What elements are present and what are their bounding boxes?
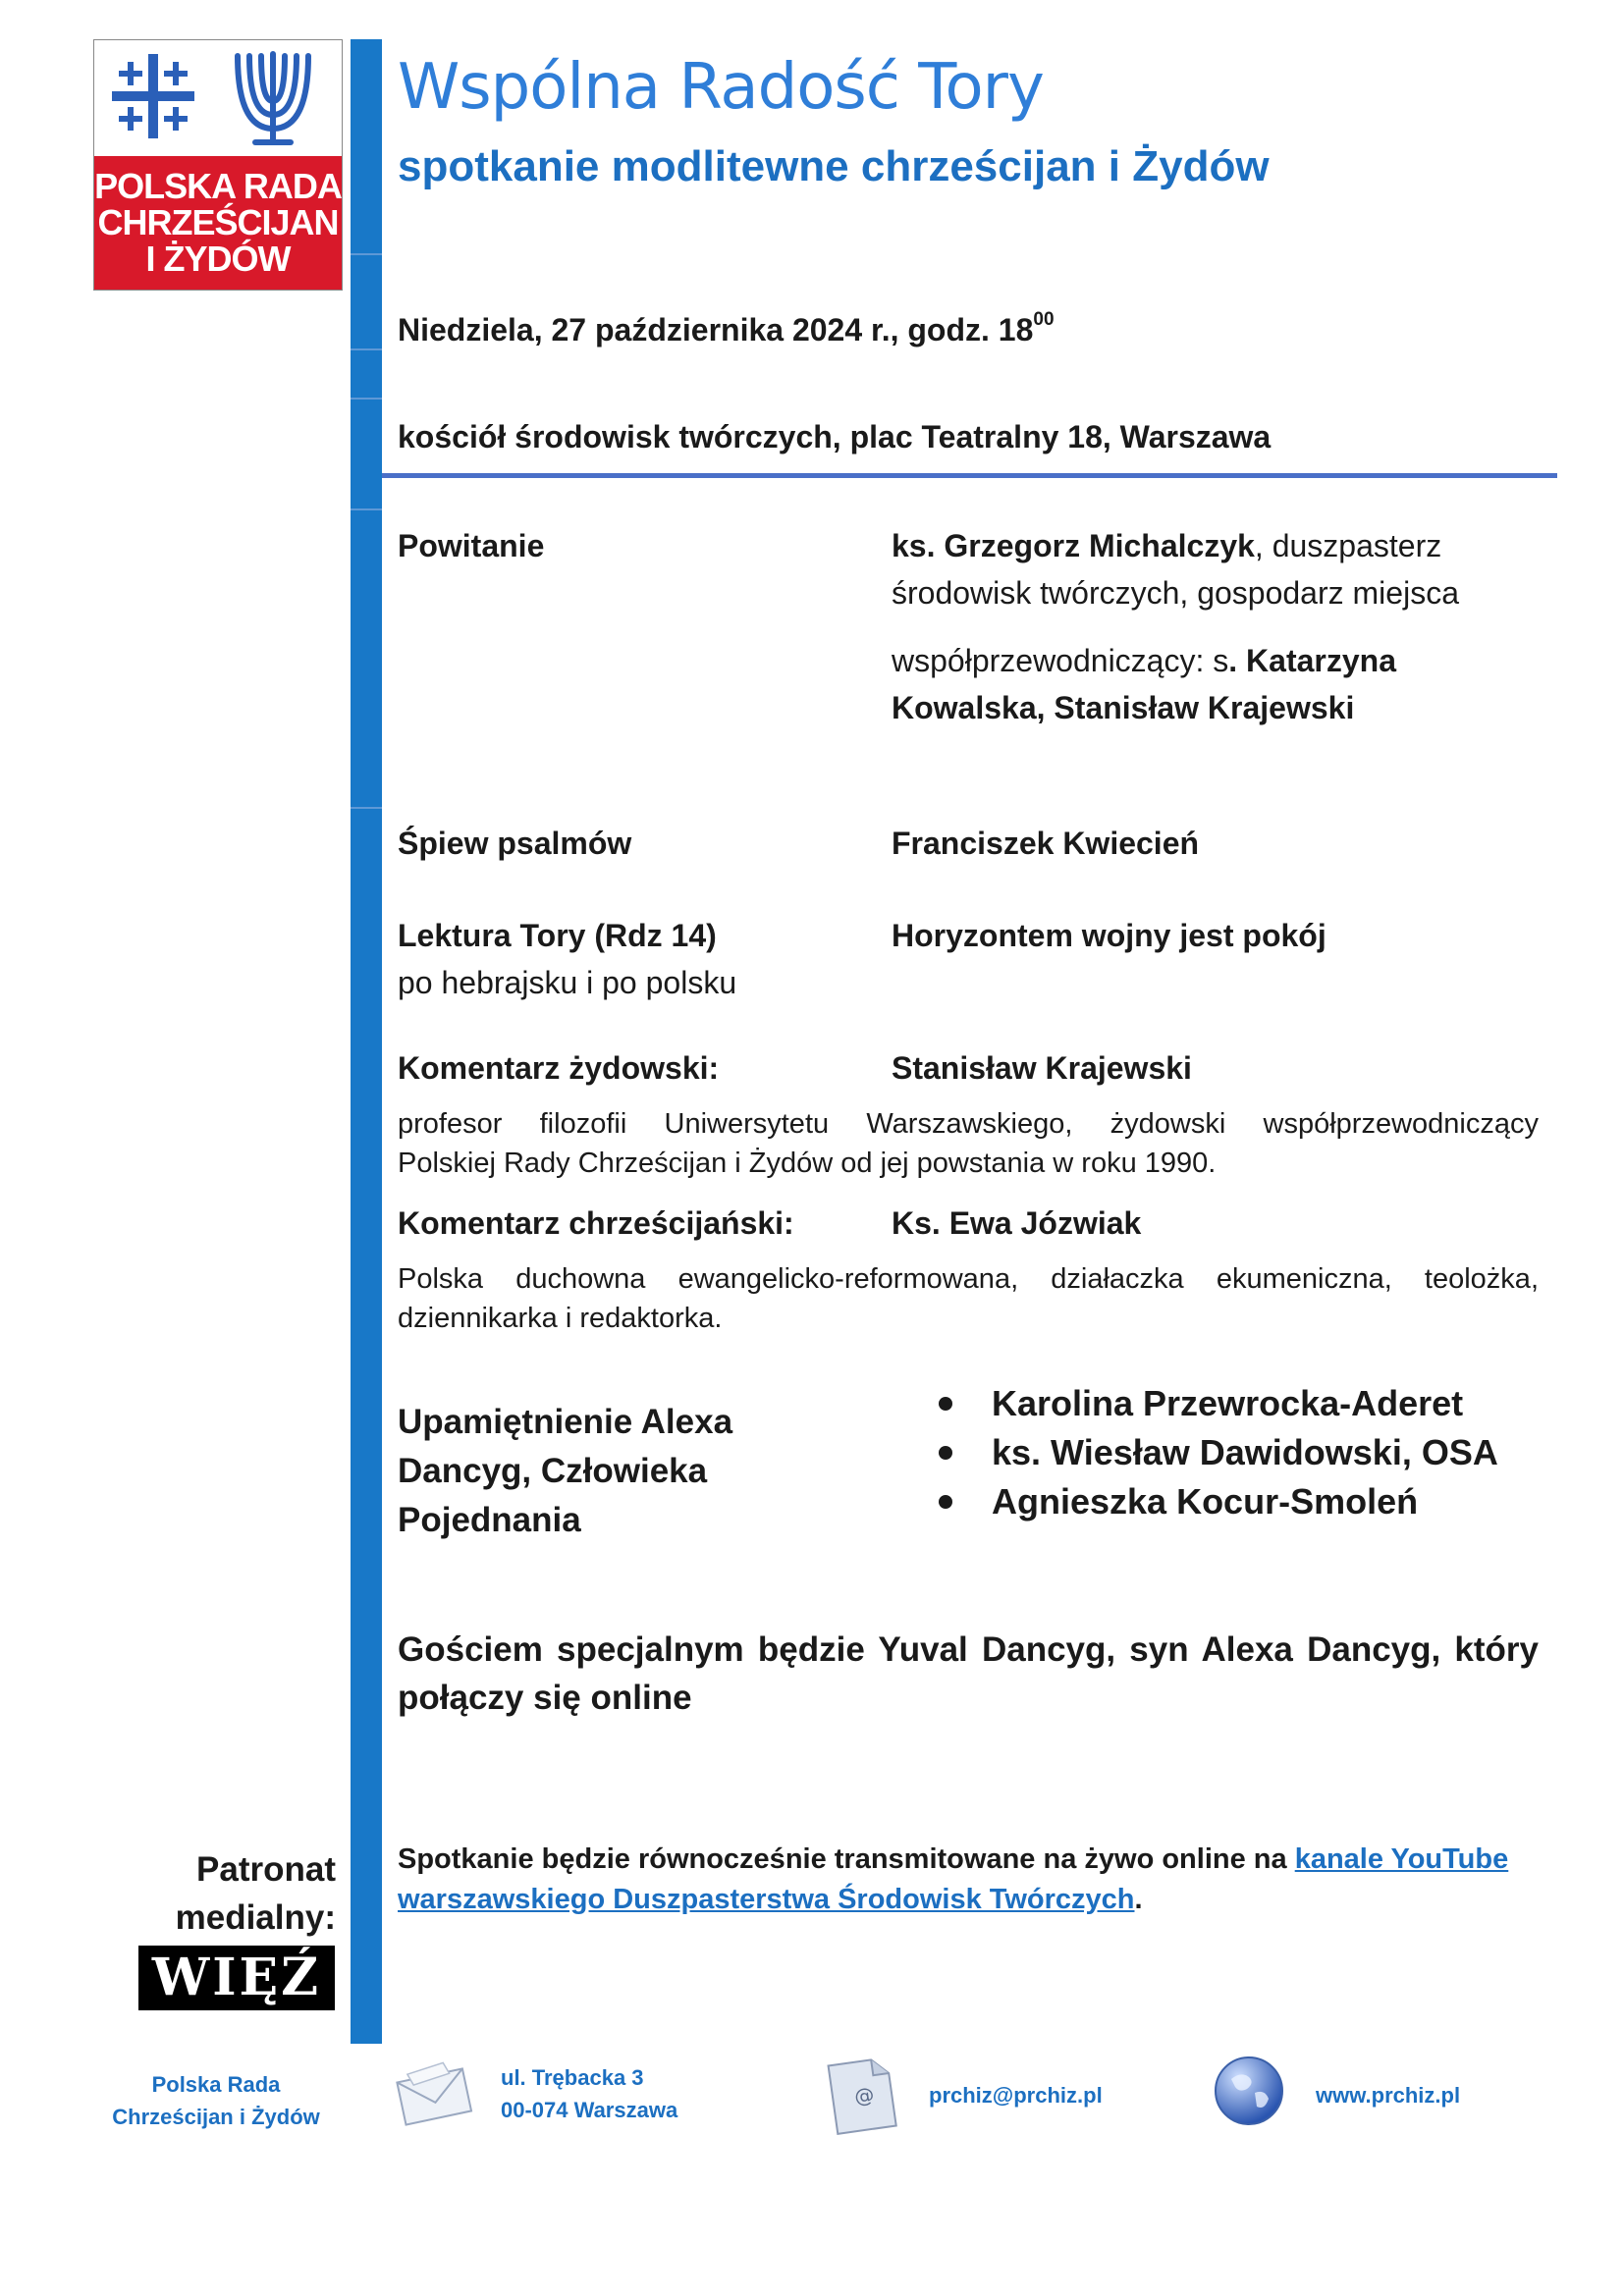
email-document-icon (821, 2054, 903, 2136)
christian-commentary-person: Ks. Ewa Józwiak (892, 1205, 1142, 1241)
wiez-logo: WIĘŹ (138, 1946, 335, 2010)
stream-info: Spotkanie będzie równocześnie transmitowane na żywo online na kanale YouTube warszawskiego Duszpasterstwa Środowisk Twórczych. (398, 1843, 1509, 1915)
globe-icon (1212, 2054, 1286, 2128)
list-item: Agnieszka Kocur-Smoleń (933, 1477, 1498, 1526)
event-place: kościół środowisk twórczych, plac Teatralny 18, Warszawa (398, 419, 1272, 454)
horizontal-rule (382, 473, 1557, 478)
event-date: Niedziela, 27 października 2024 r., godz. $18^{00}$ (398, 309, 1055, 347)
memorial-label: Upamiętnienie Alexa Dancyg, Człowieka Pojednania (398, 1403, 733, 1539)
jewish-commentary-label: Komentarz żydowski: (398, 1050, 720, 1086)
bar-divider (351, 253, 382, 255)
page-title: Wspólna Radość Tory (398, 51, 1044, 124)
welcome-label: Powitanie (398, 528, 545, 563)
cross-and-menorah-icon (94, 40, 342, 156)
footer-website[interactable]: www.prchiz.pl (1316, 2083, 1461, 2108)
vertical-accent-bar (351, 39, 382, 2044)
bar-divider (351, 348, 382, 350)
bar-divider (351, 508, 382, 510)
svg-text:@: @ (852, 2082, 876, 2109)
page-subtitle: spotkanie modlitewne chrześcijan i Żydów (398, 142, 1270, 190)
logo-symbols (94, 40, 342, 156)
bullet-icon (939, 1397, 952, 1411)
bar-divider (351, 807, 382, 809)
welcome-host: ks. Grzegorz Michalczyk, duszpasterz środowisk twórczych, gospodarz miejsca (892, 528, 1459, 611)
bullet-icon (939, 1495, 952, 1509)
list-item: ks. Wiesław Dawidowski, OSA (933, 1428, 1498, 1477)
footer-organization: Polska Rada Chrześcijan i Żydów (112, 2072, 320, 2129)
organization-logo (93, 39, 343, 291)
torah-title: Horyzontem wojny jest pokój (892, 918, 1326, 953)
cochairs: współprzewodniczący: s. Katarzyna Kowalska, Stanisław Krajewski (892, 643, 1396, 725)
footer-email[interactable]: prchiz@prchiz.pl (929, 2083, 1103, 2108)
youtube-channel-link[interactable]: kanale YouTube warszawskiego Duszpasterstwa Środowisk Twórczych (398, 1843, 1509, 1915)
bar-divider (351, 398, 382, 400)
list-item: Karolina Przewrocka-Aderet (933, 1379, 1498, 1428)
psalms-label: Śpiew psalmów (398, 826, 632, 861)
logo-text: POLSKA RADA CHRZEŚCIJAN I ŻYDÓW (94, 156, 342, 290)
media-patronage-label: Patronat medialny: (175, 1850, 336, 1937)
jewish-commentary-bio: profesor filozofii Uniwersytetu Warszawskiego, żydowski współprzewodniczący Polskiej Rady Chrześcijan i Żydów od jej powstania w roku 1990. (398, 1108, 1539, 1179)
special-guest: Gościem specjalnym będzie Yuval Dancyg, syn Alexa Dancyg, który połączy się online (398, 1630, 1539, 1717)
christian-commentary-label: Komentarz chrześcijański: (398, 1205, 794, 1241)
bullet-icon (939, 1446, 952, 1460)
jewish-commentary-person: Stanisław Krajewski (892, 1050, 1192, 1086)
footer-address: ul. Trębacka 3 00-074 Warszawa (501, 2065, 678, 2122)
envelope-icon (393, 2061, 475, 2130)
memorial-people-list (933, 1379, 1498, 1526)
christian-commentary-bio: Polska duchowna ewangelicko-reformowana, działaczka ekumeniczna, teolożka, dziennikarka i redaktorka. (398, 1263, 1539, 1334)
psalms-person: Franciszek Kwiecień (892, 826, 1200, 861)
torah-reading: Lektura Tory (Rdz 14) po hebrajsku i po polsku (398, 918, 737, 1000)
